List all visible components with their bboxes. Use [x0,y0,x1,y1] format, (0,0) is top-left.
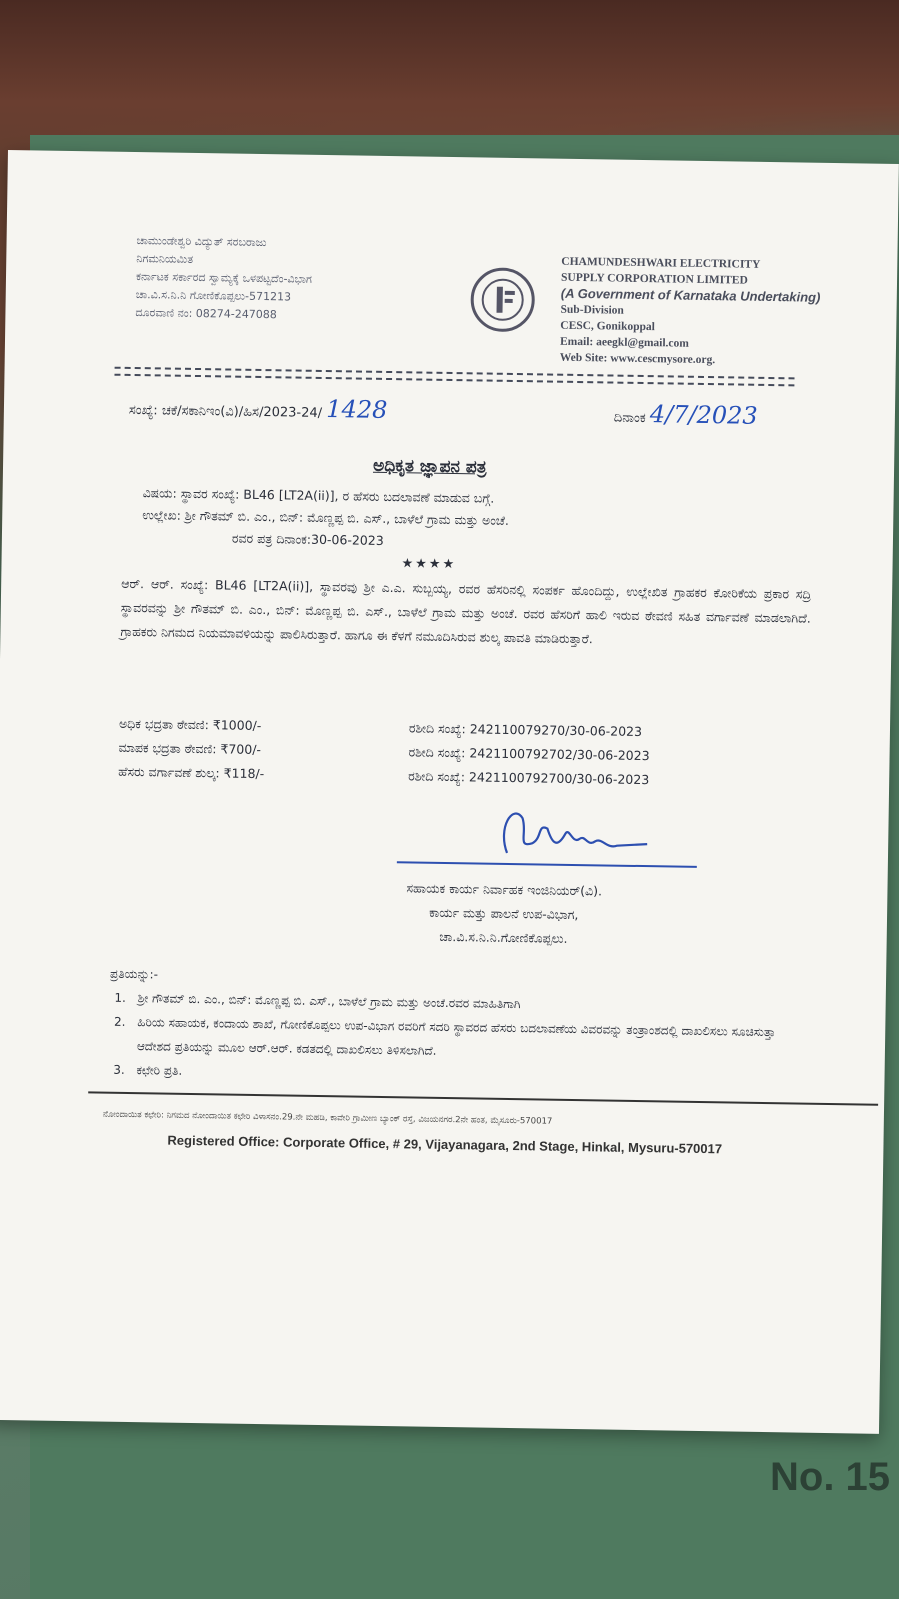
letterhead-kn-line: ಚಾಮುಂಡೇಶ್ವರಿ ವಿದ್ಯುತ್ ಸರಬರಾಜು [136,234,267,250]
letterhead-kn-line: ನಿಗಮನಿಯಮಿತ [136,252,194,266]
office-location: CESC, Gonikoppal [560,319,656,334]
letter-date-line: ರವರ ಪತ್ರ ದಿನಾಂಕ:30-06-2023 [231,530,384,548]
subject-line: ವಿಷಯ: ಸ್ಥಾವರ ಸಂಖ್ಯೆ: BL46 [LT2A(ii)], ರ ಹೆಸರು ಬದಲಾವಣೆ ಮಾಡುವ ಬಗ್ಗೆ. [142,485,495,506]
header-divider [115,367,795,380]
letterhead-english [560,254,821,370]
designation-line: ಚಾ.ವಿ.ಸ.ನಿ.ನಿ.ಗೋಣಿಕೊಪ್ಪಲು. [439,928,568,946]
copy-recipient: 2. ಹಿರಿಯ ಸಹಾಯಕ, ಕಂದಾಯ ಶಾಖೆ, ಗೋಣಿಕೊಪ್ಪಲು ಉಪ-ವಿಭಾಗ ರವರಿಗೆ ಸದರಿ ಸ್ಥಾವರದ ಹೆಸರು ಬದಲಾವಣೆಯ ವಿವರವನ್ನು ತಂತ್ರಾಂಶದಲ್ಲಿ ದಾಖಲಿಸಲು ಸೂಚಿಸುತ್ತಾ ಆದೇಶದ ಪ್ರತಿಯನ್ನು ಮೂಲ ಆರ್.ಆರ್. ಕಡತದಲ್ಲಿ ದಾಖಲಿಸಲು ತಿಳಿಸಲಾಗಿದೆ. [129,1010,800,1069]
fee-receipt: ರಶೀದಿ ಸಂಖ್ಯೆ: 242110079270/30-06-2023 [408,720,643,740]
body-paragraph: ಆರ್. ಆರ್. ಸಂಖ್ಯೆ: BL46 [LT2A(ii)], ಸ್ಥಾವರವು ಶ್ರೀ ಎ.ಎ. ಸುಬ್ಬಯ್ಯ, ರವರ ಹೆಸರಿನಲ್ಲಿ ಸಂಪರ್ಕ ಹೊಂದಿದ್ದು, ಉಲ್ಲೇಖಿತ ಗ್ರಾಹಕರ ಕೋರಿಕೆಯ ಪ್ರಕಾರ ಸದ್ರಿ ಸ್ಥಾವರವನ್ನು ಶ್ರೀ ಗೌತಮ್ ಬಿ. ಎಂ., ಬಿನ್: ಮೊಣ್ಣಪ್ಪ ಬಿ. ಎಸ್., ಬಾಳೆಲೆ ಗ್ರಾಮ ಮತ್ತು ಅಂಚೆ. ರವರ ಹೆಸರಿಗೆ ಹಾಲಿ ಇರುವ ಠೇವಣಿ ಸಹಿತ ವರ್ಗಾವಣೆ ಮಾಡಲಾಗಿದೆ. ಗ್ರಾಹಕರು ನಿಗಮದ ನಿಯಮಾವಳಿಯನ್ನು ಪಾಲಿಸಿರುತ್ತಾರೆ. ಹಾಗೂ ಈ ಕೆಳಗೆ ನಮೂದಿಸಿರುವ ಶುಲ್ಕ ಪಾವತಿ ಮಾಡಿರುತ್ತಾರೆ. [120,575,812,647]
sub-division-label: Sub-Division [560,303,624,317]
copy-recipient: 1. ಶ್ರೀ ಗೌತಮ್ ಬಿ. ಎಂ., ಬಿನ್: ಮೊಣ್ಣಪ್ಪ ಬಿ. ಎಸ್., ಬಾಳೆಲೆ ಗ್ರಾಮ ಮತ್ತು ಅಂಚೆ.ರವರ ಮಾಹಿತಿಗಾಗಿ [130,986,800,1021]
reference-line: ಉಲ್ಲೇಖ: ಶ್ರೀ ಗೌತಮ್ ಬಿ. ಎಂ., ಬಿನ್: ಮೊಣ್ಣಪ್ಪ ಬಿ. ಎಸ್., ಬಾಳೆಲೆ ಗ್ರಾಮ ಮತ್ತು ಅಂಚೆ. [142,507,510,528]
letterhead-kn-line: ಚಾ.ವಿ.ಸ.ನಿ.ನಿ ಗೋಣಿಕೊಪ್ಪಲು-571213 [135,288,292,304]
reference-number [129,392,388,424]
email-line: Email: aeegkl@gmail.com [559,335,690,350]
designation-line: ಕಾರ್ಯ ಮತ್ತು ಪಾಲನೆ ಉಪ-ವಿಭಾಗ, [429,904,579,923]
company-name-line1: CHAMUNDESHWARI ELECTRICITY [561,255,761,271]
copies-section [108,962,800,1093]
date-label: ದಿನಾಂಕ [613,410,646,427]
fee-details [118,712,650,792]
company-name-line2: SUPPLY CORPORATION LIMITED [560,271,748,287]
letterhead-kannada [135,232,312,325]
cesc-logo [470,267,535,332]
date-handwritten: 4/7/2023 [649,400,758,430]
fee-receipt: ರಶೀದಿ ಸಂಖ್ಯೆ: 2421100792702/30-06-2023 [408,744,650,764]
copies-heading: ಪ್ರತಿಯನ್ನು:- [109,966,159,982]
fee-label: ಮಾಪಕ ಭದ್ರತಾ ಠೇವಣಿ: ₹700/- [118,739,262,758]
reference-handwritten: 1428 [326,395,388,424]
folder-number: No. 15 [770,1455,891,1499]
subject-block [142,482,510,554]
memo-title: ಅಧಿಕೃತ ಜ್ಞಾಪನ ಪತ್ರ [372,455,487,478]
website-line: Web Site: www.cescmysore.org. [559,351,716,367]
designation-line: ಸಹಾಯಕ ಕಾರ್ಯ ನಿರ್ವಾಹಕ ಇಂಜಿನಿಯರ್(ವಿ). [406,880,603,899]
signatory-designation [406,876,603,951]
reference-printed: ಸಂಖ್ಯೆ: ಚಕೆ/ಸಕಾನಿಇಂ(ವಿ)/ಹಿಸ/2023-24/ [128,402,323,421]
registered-office-english: Registered Office: Corporate Office, # 29, Vijayanagara, 2nd Stage, Hinkal, Mysuru-570017 [167,1132,723,1157]
handwritten-signature [487,798,698,871]
fee-receipt: ರಶೀದಿ ಸಂಖ್ಯೆ: 2421100792700/30-06-2023 [408,768,650,788]
official-memo-document [0,150,899,1434]
separator-stars: ★★★★ [401,556,457,573]
memo-date [614,400,758,430]
government-undertaking: (A Government of Karnataka Undertaking) [560,285,821,305]
cesc-emblem-icon [479,276,526,323]
copy-recipient: 3. ಕಛೇರಿ ಪ್ರತಿ. [128,1058,798,1093]
registered-office-kannada: ನೋಂದಾಯಿತ ಕಛೇರಿ: ನಿಗಮದ ನೋಂದಾಯಿತ ಕಛೇರಿ ವಿಳಾಸನಂ.29.ನೇ ಮಹಡಿ, ಕಾವೇರಿ ಗ್ರಾಮೀಣ ಬ್ಯಾಂಕ್ ರಸ್ತೆ, ವಿಜಯನಗರ.2ನೇ ಹಂತ, ಮೈಸೂರು-570017 [102,1109,553,1127]
fee-label: ಅಧಿಕ ಭದ್ರತಾ ಠೇವಣಿ: ₹1000/- [118,715,262,734]
letterhead-kn-line: ದೂರವಾಣಿ ನಂ: 08274-247088 [135,306,277,322]
footer-divider [88,1091,878,1105]
fee-label: ಹೆಸರು ವರ್ಗಾವಣೆ ಶುಲ್ಕ: ₹118/- [118,763,265,782]
copies-list [108,986,799,1093]
letterhead-kn-line: ಕರ್ನಾಟಕ ಸರ್ಕಾರದ ಸ್ವಾಮ್ಯಕ್ಕೆ ಒಳಪಟ್ಟದೆಂ-ವಿಭಾಗ [135,270,313,286]
